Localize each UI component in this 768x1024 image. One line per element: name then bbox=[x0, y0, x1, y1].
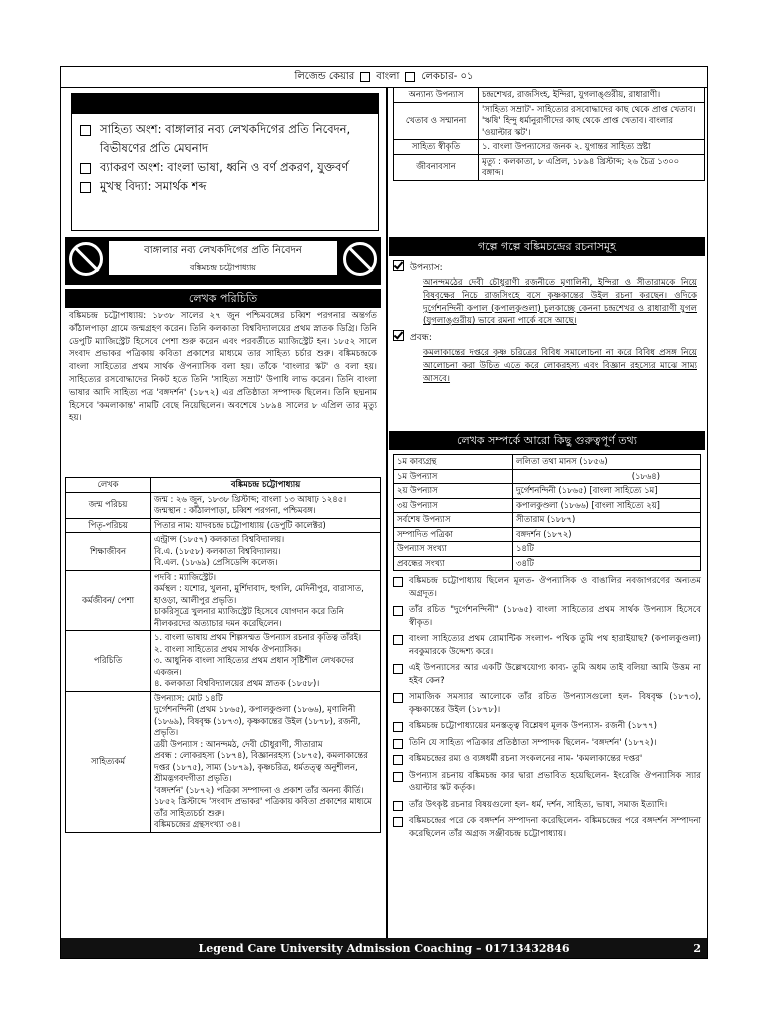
table-row: পরিচিতি ১. বাংলা ভাষায় প্রথম শিল্পসম্মত উপন্যাস রচনার কৃতিত্ব তাঁরই। ২. বাংলা সাহিত্যের প্রথম সার্থক ঔপন্যাসিক। ৩. আধুনিক বাংলা সাহিত্যের প্রথম প্রধান সৃষ্টিশীল লেখকদের একজন। ৪. কলকাতা বিশ্ববিদ্যালয়ের প্রথম স্নাতক (১৮৫৮)। bbox=[66, 631, 381, 692]
table-row: সাহিত্যকর্ম উপন্যাস: মোট ১৪টি দুর্গেশনন্দিনী (প্রথম ১৮৬৫), কপালকুণ্ডলা (১৮৬৬), মৃণালিনী (১৮৬৯), বিষবৃক্ষ (১৮৭৩), কৃষ্ণকান্তের উইল (১৮৭৮), রজনী, প্রভৃতি। ত্রয়ী উপন্যাস : আনন্দমঠ, দেবী চৌধুরাণী, সীতারাম প্রবন্ধ : লোকরহস্য (১৮৭৪), বিজ্ঞানরহস্য (১৮৭৫), কমলাকান্তের দপ্তর (১৮৭৫), সাম্য (১৮৭৯), কৃষ্ণচরিত্র, ধর্মতত্ত্ব অনুশীলন, শ্রীমদ্ভগবদগীতা প্রভৃতি। 'বঙ্গদর্শন' (১৮৭২) পত্রিকা সম্পাদনা ও প্রকাশ তাঁর অনন্য কীর্তি। ১৮৫২ খ্রিস্টাব্দে 'সংবাদ প্রভাকর' পত্রিকায় কবিতা প্রকাশের মাধ্যমে তাঁর সাহিত্যচর্চা শুরু। বঙ্কিমচন্দ্রের গ্রন্থসংখ্যা ৩৪। bbox=[66, 691, 381, 832]
page-frame bbox=[60, 66, 708, 959]
checkbox-icon bbox=[393, 664, 403, 674]
intro-item: সাহিত্য অংশ: বাঙ্গালার নব্য লেখকদিগের প্রতি নিবেদন, বিভীষণের প্রতি মেঘনাদ bbox=[80, 120, 370, 158]
title-banner bbox=[65, 237, 381, 285]
table-row: পিতৃ-পরিচয় পিতার নাম: যাদবচন্দ্র চট্টোপাধ্যায় (ডেপুটি কালেক্টর) bbox=[66, 518, 381, 533]
table-row: জীবনাবসান মৃত্যু : কলকাতা, ৮ এপ্রিল, ১৮৯৪ খ্রিস্টাব্দ; ২৬ চৈত্র ১৩০০ বঙ্গাব্দ। bbox=[394, 154, 705, 180]
column-divider bbox=[386, 87, 388, 939]
checkbox-icon bbox=[393, 635, 403, 645]
table-row: সম্পাদিত পত্রিকা বঙ্গদর্শন (১৮৭২) bbox=[394, 527, 701, 542]
table-row: উপন্যাস সংখ্যা ১৪টি bbox=[394, 542, 701, 557]
page-footer bbox=[61, 938, 707, 958]
works-section bbox=[389, 237, 705, 388]
table-row: ১ম উপন্যাস (১৮৬৪) bbox=[394, 469, 701, 484]
table-header-row: লেখক বঙ্কিমচন্দ্র চট্টোপাধ্যায় bbox=[66, 478, 381, 493]
checkbox-icon bbox=[80, 182, 91, 193]
info-table bbox=[393, 87, 705, 181]
list-item: বাংলা সাহিত্যের প্রথম রোমান্টিক সংলাপ- পথিক তুমি পথ হারাইয়াছ? (কপালকুণ্ডলা) নবকুমারকে উদ্দেশ্য করে। bbox=[393, 633, 701, 658]
checkbox-icon bbox=[393, 772, 403, 782]
author-intro bbox=[65, 289, 381, 427]
works-heading: গল্পে গল্পে বঙ্কিমচন্দ্রের রচনাসমূহ bbox=[389, 237, 705, 256]
author-intro-text: বঙ্কিমচন্দ্র চট্টোপাধ্যায়: ১৮৩৮ সালের ২৭ জুন পশ্চিমবঙ্গের চব্বিশ পরগনার অন্তর্গত কাঁঠালপাড়া গ্রামে জন্মগ্রহণ করেন। তিনি কলকাতা বিশ্ববিদ্যালয়ের প্রথম স্নাতক ডিগ্রি। তিনি ডেপুটি ম্যাজিস্ট্রেট হিসেবে পেশা শুরু করেন এবং পরবর্তীতে ম্যাজিস্ট্রেট হন। ১৮৫২ সালে সংবাদ প্রভাকর পত্রিকায় কবিতা প্রকাশের মাধ্যমে তার সাহিত্য চর্চার শুরু। বঙ্কিমচন্দ্রকে বাংলা সাহিত্যের প্রথম সার্থক ঔপন্যাসিক বলা হয়। তাঁকে 'বাংলার স্কট' ও বলা হয়। সাহিত্যের রসবোদ্ধাদের নিকট হতে তিনি 'সাহিত্য সম্রাট' উপাধি লাভ করেন। তিনি বাংলা ভাষার আদি সাহিত্য পত্র 'বঙ্গদর্শন' (১৮৭২) এর প্রতিষ্ঠাতা সম্পাদক ছিলেন। তিনি ছদ্মনাম হিসেবে 'কমলাকান্ত' নামটি বেছে নিয়েছিলেন। অবশেষে ১৮৯৪ সালের ৮ এপ্রিল তার মৃত্যু হয়। bbox=[69, 311, 377, 424]
header-brand: লিজেন্ড কেয়ার bbox=[294, 70, 355, 82]
checkbox-icon bbox=[393, 817, 403, 827]
checkbox-icon bbox=[80, 163, 91, 174]
list-item: তাঁর উৎকৃষ্ট রচনার বিষয়গুলো হল- ধর্ম, দর্শন, সাহিত্য, ভাষা, সমাজ ইত্যাদি। bbox=[393, 799, 701, 812]
table-row: ১ম কাব্যগ্রন্থ ললিতা তথা মানস (১৮৫৬) bbox=[394, 455, 701, 470]
table-row: শিক্ষাজীবন এন্ট্রান্স (১৮৫৭) কলকাতা বিশ্ববিদ্যালয়। বি.এ. (১৮৫৮) কলকাতা বিশ্ববিদ্যালয়। বি.এল. (১৮৬৯) প্রেসিডেন্সি কলেজ। bbox=[66, 533, 381, 571]
facts-heading: লেখক সম্পর্কে আরো কিছু গুরুত্বপূর্ণ তথ্য bbox=[389, 431, 705, 450]
checkbox-icon bbox=[393, 739, 403, 749]
list-item: তাঁর রচিত "দুর্গেশনন্দিনী" (১৮৬৫) বাংলা সাহিত্যের প্রথম সার্থক উপন্যাস হিসেবে স্বীকৃত। bbox=[393, 604, 701, 629]
page-number: 2 bbox=[693, 941, 701, 955]
intro-box-bar bbox=[72, 94, 378, 114]
table-row: কর্মজীবন/ পেশা পদবি : ম্যাজিস্ট্রেট। কর্মস্থল : যশোর, খুলনা, মুর্শিদাবাদ, হুগলি, মেদিনীপুর, বারাসাত, হাওড়া, আলীপুর প্রভৃতি। চাকরিসূত্রে খুলনার ম্যাজিস্ট্রেট হিসেবে যোগদান করে তিনি নীলকরদের অত্যাচার দমন করেছিলেন। bbox=[66, 570, 381, 631]
checkbox-icon bbox=[393, 722, 403, 732]
footer-text: Legend Care University Admission Coaching – 01713432846 bbox=[198, 941, 570, 955]
table-row: সর্বশেষ উপন্যাস সীতারাম (১৮৮৭) bbox=[394, 513, 701, 528]
checkbox-icon bbox=[393, 755, 403, 765]
table-row: ৩য় উপন্যাস কপালকুণ্ডলা (১৮৬৬) [বাংলা সাহিত্যে ২য়] bbox=[394, 498, 701, 513]
facts-section bbox=[389, 431, 705, 844]
author-table bbox=[65, 477, 381, 833]
list-item: বঙ্কিমচন্দ্র চট্টোপাধ্যায়ের মনস্তত্ত্ব বিশ্লেষণ মূলক উপন্যাস- রজনী (১৮৭৭) bbox=[393, 720, 701, 733]
table-row: জন্ম পরিচয় জন্ম : ২৬ জুন, ১৮৩৮ খ্রিস্টাব্দ; বাংলা ১৩ আষাঢ় ১২৪৫। জন্মস্থান : কাঁঠালপাড়া, চব্বিশ পরগনা, পশ্চিমবঙ্গ। bbox=[66, 492, 381, 518]
prohibition-icon bbox=[69, 242, 103, 276]
list-item: উপন্যাস রচনায় বঙ্কিমচন্দ্র কার দ্বারা প্রভাবিত হয়েছিলেন- ইংরেজি ঔপন্যাসিক স্যার ওয়াল্টার স্কট কর্তৃক। bbox=[393, 770, 701, 795]
checkmark-icon bbox=[393, 330, 404, 341]
list-item: সামাজিক সমস্যার আলোকে তাঁর রচিত উপন্যাসগুলো হল- বিষবৃক্ষ (১৮৭৩), কৃষ্ণকান্তের উইল (১৮৭৮)। bbox=[393, 691, 701, 716]
facts-list bbox=[389, 575, 705, 840]
table-row: খেতাব ও সম্মাননা 'সাহিত্য সম্রাট'- সাহিত্যের রসবোদ্ধাদের কাছ থেকে প্রাপ্ত খেতাব। 'ঋষি' হিন্দু ধর্মানুরাগীদের কাছ থেকে প্রাপ্ত খেতাব। বাংলার 'ওয়াল্টার স্কট'। bbox=[394, 102, 705, 140]
essay-mnemonic: কমলাকান্তের দপ্তরে কৃষ্ণ চরিত্রের বিবিধ সমালোচনা না করে বিবিধ প্রসঙ্গ নিয়ে আলোচনা করা উচিত এতে করে লোকরহস্য এবং বিজ্ঞান রহস্যের মাঝে সাম্য আসবে। bbox=[423, 348, 697, 384]
checkbox-icon bbox=[393, 693, 403, 703]
header-lecture: লেকচার- ০১ bbox=[421, 70, 474, 82]
novel-mnemonic: আনন্দমঠের দেবী চৌধুরাণী রজনীতে মৃণালিনী, ইন্দিরা ও সীতারামকে নিয়ে বিষবৃক্ষের নিচে রাজসিংহে বসে কৃষ্ণকান্তের উইল রচনা করছেন। ওদিকে দুর্গেশনন্দিনী কপাল (কপালকুণ্ডলা) চুলকাচ্ছে কেননা চন্দ্রশেখর ও রাধারাণী যুগল (যুগলাঙ্গুরীয়) ভাবে রমনা পার্কে বসে আছে। bbox=[423, 278, 697, 327]
list-item: বঙ্কিমচন্দ্র চট্টোপাধ্যায় ছিলেন মূলত- ঔপন্যাসিক ও বাঙালির নবজাগরণের অন্যতম অগ্রদূত। bbox=[393, 575, 701, 600]
checkbox-icon bbox=[360, 72, 370, 82]
essay-label: প্রবন্ধ: bbox=[410, 333, 432, 344]
intro-item: ব্যাকরণ অংশ: বাংলা ভাষা, ধ্বনি ও বর্ণ প্রকরণ, যুক্তবর্ণ bbox=[80, 158, 370, 177]
header-subject: বাংলা bbox=[376, 70, 400, 82]
table-row: প্রবন্ধের সংখ্যা ৩৪টি bbox=[394, 556, 701, 571]
list-item: এই উপন্যাসের আর একটি উল্লেখযোগ্য কাব্য- তুমি অধম তাই বলিয়া আমি উত্তম না হইব কেন? bbox=[393, 662, 701, 687]
intro-box bbox=[71, 93, 379, 231]
list-item: তিনি যে সাহিত্য পত্রিকার প্রতিষ্ঠাতা সম্পাদক ছিলেন- 'বঙ্গদর্শন' (১৮৭২)। bbox=[393, 737, 701, 750]
intro-item: মুখস্থ বিদ্যা: সমার্থক শব্দ bbox=[80, 177, 370, 196]
checkbox-icon bbox=[393, 577, 403, 587]
banner-author: বঙ্কিমচন্দ্র চট্টোপাধ্যায় bbox=[109, 261, 337, 275]
checkbox-icon bbox=[405, 72, 415, 82]
checkbox-icon bbox=[393, 606, 403, 616]
novel-label: উপন্যাস: bbox=[410, 263, 443, 273]
list-item: বঙ্কিমচন্দ্রের রম্য ও ব্যঙ্গধর্মী রচনা সংকলনের নাম- 'কমলাকান্তের দপ্তর' bbox=[393, 753, 701, 766]
list-item: বঙ্কিমচন্দ্রের পরে কে বঙ্গদর্শন সম্পাদনা করেছিলেন- বঙ্কিমচন্দ্রের পরে বঙ্গদর্শন সম্পাদনা করেছিলেন তাঁর অগ্রজ সঞ্জীবচন্দ্র চট্টোপাধ্যায়। bbox=[393, 815, 701, 840]
table-row: অন্যান্য উপন্যাস চন্দ্রশেখর, রাজসিংহ, ইন্দিরা, যুগলাঙ্গুরীয়, রাধারাণী। bbox=[394, 88, 705, 103]
checkbox-icon bbox=[393, 801, 403, 811]
checkmark-icon bbox=[393, 260, 404, 271]
page-header bbox=[61, 67, 707, 88]
banner-title: বাঙ্গালার নব্য লেখকদিগের প্রতি নিবেদন bbox=[109, 241, 337, 261]
facts-table bbox=[393, 454, 701, 571]
checkbox-icon bbox=[80, 125, 91, 136]
table-row: সাহিত্য স্বীকৃতি ১. বাংলা উপন্যাসের জনক ২. যুগান্তর সাহিত্য স্রষ্টা bbox=[394, 140, 705, 155]
table-row: ২য় উপন্যাস দুর্গেশনন্দিনী (১৮৬৫) [বাংলা সাহিত্যে ১ম] bbox=[394, 484, 701, 499]
prohibition-icon bbox=[343, 242, 377, 276]
author-intro-heading: লেখক পরিচিতি bbox=[65, 289, 381, 308]
